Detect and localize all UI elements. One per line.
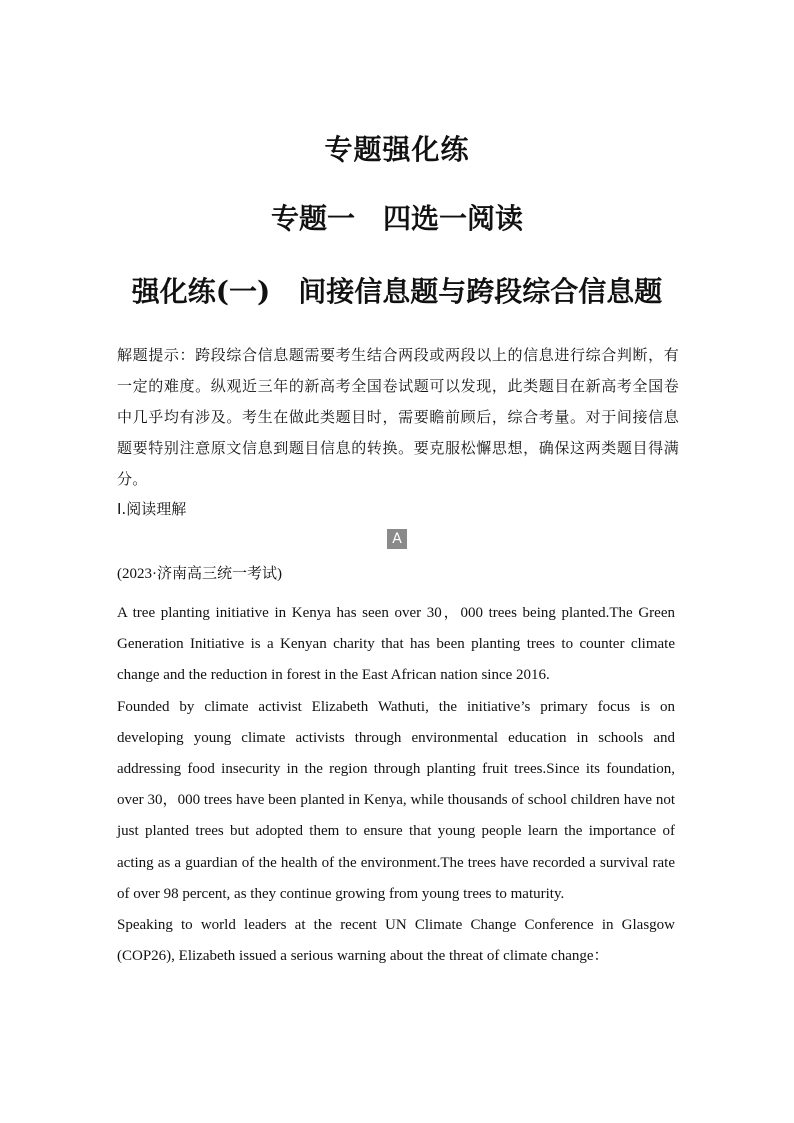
passage-paragraph: A tree planting initiative in Kenya has seen over 30，000 trees being planted.The Green Generation Initiative is a Kenyan charity that has been planting trees to counter climate change and the reduction in forest in the East African nation since 2016. [117,605,675,684]
page-title: 专题强化练 [324,133,470,166]
exercise-title: 强化练(一) 间接信息题与跨段综合信息题 [131,275,663,308]
passage-letter-badge: A [387,529,407,549]
reading-passage [117,598,675,972]
topic-title: 专题一 四选一阅读 [270,202,523,235]
section-label: Ⅰ.阅读理解 [117,500,187,518]
passage-paragraph: Founded by climate activist Elizabeth Wathuti, the initiative’s primary focus is on developing young climate activists through environmental education in schools and addressing food insecurity in the region through planting fruit trees.Since its foundation, over 30，000 trees have been planted in Kenya, while thousands of school children have not just planted trees but adopted them to ensure that young people learn the importance of acting as a guardian of the health of the environment.The trees have recorded a survival rate of over 98 percent, as they continue growing from young trees to maturity. [117,698,675,902]
solving-hint: 解题提示：跨段综合信息题需要考生结合两段或两段以上的信息进行综合判断，有一定的难度。纵观近三年的新高考全国卷试题可以发现，此类题目在新高考全国卷中几乎均有涉及。考生在做此类题目时，需要瞻前顾后，综合考量。对于间接信息题要特别注意原文信息到题目信息的转换。要克服松懈思想，确保这两类题目得满分。 [117,346,679,488]
exam-source: (2023·济南高三统一考试) [117,566,282,582]
passage-paragraph: Speaking to world leaders at the recent UN Climate Change Conference in Glasgow (COP26), Elizabeth issued a serious warning about the threat of climate change： [117,917,675,965]
